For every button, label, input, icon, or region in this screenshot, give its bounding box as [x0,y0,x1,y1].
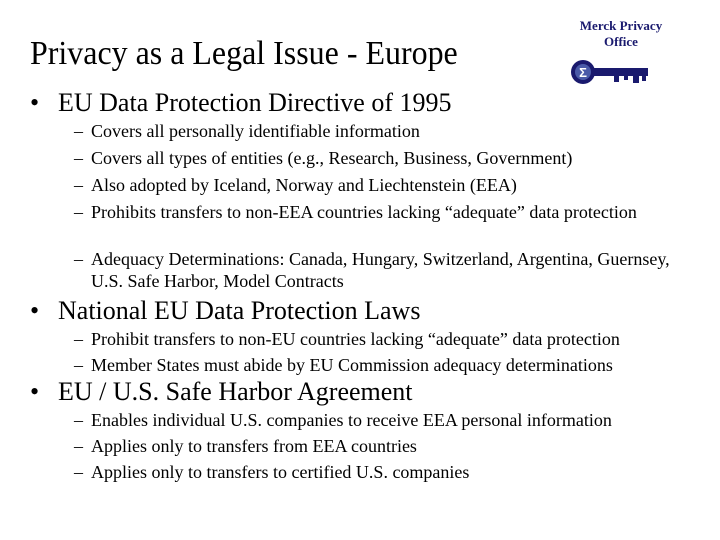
bullet-marker: • [30,296,40,325]
logo-line-1: Merck Privacy [579,18,663,33]
sub-bullet-item [74,435,684,457]
dash-marker: – [74,410,83,430]
sub-bullet-item [74,354,684,376]
dash-marker: – [74,355,83,375]
sub-bullet-item [74,147,684,169]
sub-bullet-text: Covers all personally identifiable information [91,121,420,141]
dash-marker: – [74,249,83,269]
sub-bullet-item [74,409,684,431]
sub-bullet-item [74,174,684,196]
bullet-marker: • [30,377,40,406]
sub-bullet-item [74,120,684,142]
logo-line-2: Office [604,34,638,49]
dash-marker: – [74,436,83,456]
slide-title: Privacy as a Legal Issue - Europe [30,35,458,72]
sub-bullet-item [74,461,684,483]
section-heading-text: EU Data Protection Directive of 1995 [58,88,452,117]
bullet-marker: • [30,88,40,117]
dash-marker: – [74,329,83,349]
sub-bullet-item [74,328,684,350]
dash-marker: – [74,148,83,168]
sub-bullet-text: Also adopted by Iceland, Norway and Liechtenstein (EEA) [91,175,517,195]
sub-bullet-item [74,201,684,223]
sub-bullet-text: Applies only to transfers to certified U.S. companies [91,462,470,482]
sub-bullet-text: Member States must abide by EU Commission adequacy determinations [91,355,613,375]
sub-bullet-text: Prohibit transfers to non-EU countries lacking “adequate” data protection [91,329,620,349]
sub-bullet-text: Applies only to transfers from EEA countries [91,436,417,456]
dash-marker: – [74,175,83,195]
svg-text:Σ: Σ [579,65,587,80]
sub-bullet-text: Prohibits transfers to non-EEA countries lacking “adequate” data protection [91,202,637,222]
dash-marker: – [74,121,83,141]
dash-marker: – [74,202,83,222]
sub-bullet-text: Adequacy Determinations: Canada, Hungary, Switzerland, Argentina, Guernsey, U.S. Safe Harbor, Model Contracts [91,249,670,291]
section-heading-text: EU / U.S. Safe Harbor Agreement [58,377,413,406]
sub-bullet-item [74,248,684,292]
dash-marker: – [74,462,83,482]
sub-bullet-text: Covers all types of entities (e.g., Research, Business, Government) [91,148,573,168]
section-heading-text: National EU Data Protection Laws [58,296,421,325]
sub-bullet-text: Enables individual U.S. companies to receive EEA personal information [91,410,612,430]
